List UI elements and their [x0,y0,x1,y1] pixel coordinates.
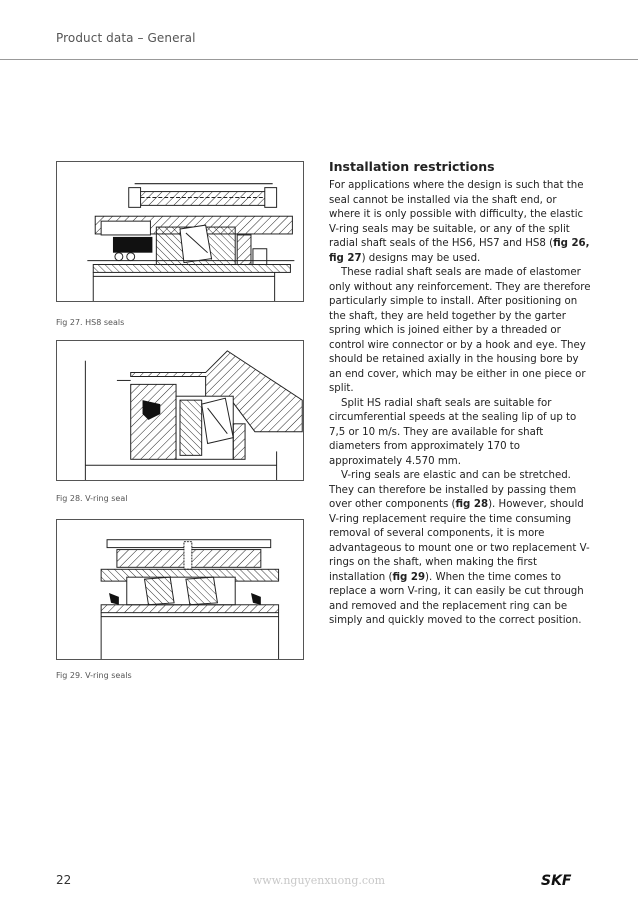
header-divider [0,59,638,60]
figure-hs8-seals [56,161,304,302]
paragraph-1-text-a: For applications where the design is such that the seal cannot be installed via the shaft end, or where it is only possible with difficulty, the elastic V-ring seals may be suitable, or any of the split radial shaft seals of the HS6, HS7 and HS8 ( [329,180,584,249]
skf-logo [540,872,586,888]
paragraph-2: These radial shaft seals are made of elastomer only without any reinforcement. They are therefore particularly simple to install. After positioning on the shaft, they are held together by the garter spring which is joined either by a threaded or control wire connector or by a hook and eye. They should be retained axially in the housing bore by an end cover, which may be either in one piece or split. [329,267,591,394]
skf-logo-mark [540,872,586,888]
figure-v-ring-seal [56,340,304,481]
figure-reference-28: fig 28 [455,499,489,510]
section-heading: Installation restrictions [329,159,495,174]
paragraph-1-text-b: ) designs may be used. [361,252,481,264]
body-text-column [329,159,591,629]
figure-reference-26-27: fig 26, fig 27 [329,238,590,264]
paragraph-3: Split HS radial shaft seals are suitable for circumferential speeds at the sealing lip of up to 7,5 or 10 m/s. They are available for shaft diameters from approximately 170 to approximately 4.570 mm. [329,397,577,467]
paragraph-1 [329,179,591,266]
figure-caption-28: Fig 28. V-ring seal [56,494,128,503]
figure-v-ring-seals [56,519,304,660]
paragraph-4-text-a: V-ring seals are elastic and can be stretched. They can therefore be installed by passing them over other components ( [329,470,577,510]
watermark: www.nguyenxuong.com [252,874,386,887]
paragraph-4-text-b: ). However, should V-ring replacement require the time consuming removal of several components, it is more advantageous to mount one or two replacement V-rings on the shaft, when making the first installation ( [329,499,590,583]
v-ring-seal-drawing [57,341,303,480]
figure-reference-29: fig 29 [392,571,426,583]
skf-logo-text: SKF [541,873,572,888]
page-number: 22 [56,873,72,887]
hs8-seals-drawing [57,162,303,301]
figure-caption-29: Fig 29. V-ring seals [56,671,132,680]
figure-caption-27: Fig 27. HS8 seals [56,318,125,327]
page-header-title: Product data – General [56,31,196,45]
v-ring-seals-drawing [57,520,303,659]
paragraph-4 [329,469,591,629]
paragraph-4-text-c: ). When the time comes to replace a worn V-ring, it can easily be cut through and removed and the replacement ring can be simply and quickly moved to the correct position. [329,571,584,626]
